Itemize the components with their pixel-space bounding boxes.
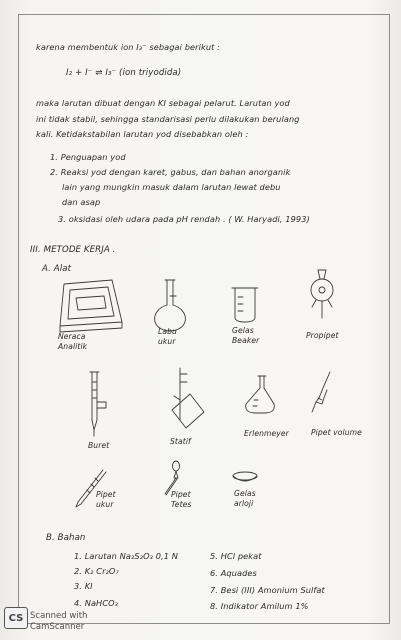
subsection-bahan: B. Bahan xyxy=(46,533,86,543)
bahan-item-5: 5. HCl pekat xyxy=(210,551,262,561)
subsection-alat: A. Alat xyxy=(42,264,72,274)
watch-glass-sketch xyxy=(233,472,257,481)
text-line-5: kali. Ketidakstabilan larutan yod disebabkan oleh : xyxy=(36,129,249,139)
list-item-1: 1. Penguapan yod xyxy=(50,152,126,162)
bahan-item-7: 7. Besi (III) Amonium Sulfat xyxy=(210,585,325,595)
label-pipet-ukur: Pipet ukur xyxy=(96,490,116,509)
bahan-item-4: 4. NaHCO₃ xyxy=(74,598,119,608)
label-gelas-arloji: Gelas arloji xyxy=(234,489,256,508)
list-item-2: 2. Reaksi yod dengan karet, gabus, dan bahan anorganik xyxy=(50,167,291,177)
label-neraca: Neraca Analitik xyxy=(58,332,88,351)
bahan-item-3: 3. KI xyxy=(74,581,93,591)
reaction-equation: I₂ + I⁻ ⇌ I₃⁻ (ion triyodida) xyxy=(66,68,182,78)
bahan-item-8: 8. Indikator Amilum 1% xyxy=(210,601,309,611)
list-item-2-cont2: dan asap xyxy=(62,197,101,207)
text-line-3: maka larutan dibuat dengan KI sebagai pelarut. Larutan yod xyxy=(36,98,290,108)
label-pipet-tetes: Pipet Tetes xyxy=(171,490,192,509)
beaker-sketch xyxy=(232,288,258,322)
label-propipet: Propipet xyxy=(306,331,339,340)
label-buret: Buret xyxy=(88,441,110,450)
list-item-2-cont: lain yang mungkin masuk dalam larutan lewat debu xyxy=(62,182,281,192)
pipette-bulb-sketch xyxy=(311,270,333,318)
section-heading: III. METODE KERJA . xyxy=(30,245,116,255)
erlenmeyer-sketch xyxy=(246,376,275,413)
volumetric-flask-sketch xyxy=(155,280,186,331)
burette-sketch xyxy=(90,372,106,436)
text-line-4: ini tidak stabil, sehingga standarisasi perlu dilakukan berulang xyxy=(36,114,300,124)
label-erlenmeyer: Erlenmeyer xyxy=(244,429,289,438)
bahan-item-1: 1. Larutan Na₂S₂O₃ 0,1 N xyxy=(74,551,178,561)
volumetric-pipette-sketch xyxy=(312,372,330,412)
label-labu: Labu ukur xyxy=(158,327,177,346)
list-item-3: 3. oksidasi oleh udara pada pH rendah . ( W. Haryadi, 1993) xyxy=(58,214,310,224)
stand-sketch xyxy=(172,368,204,428)
bahan-item-2: 2. K₂ Cr₂O₇ xyxy=(74,566,119,576)
bahan-item-6: 6. Aquades xyxy=(210,568,257,578)
watermark-line-1: Scanned with xyxy=(30,611,88,621)
balance-sketch xyxy=(60,280,122,332)
camscanner-logo: CS xyxy=(4,607,28,629)
label-gelas-beaker: Gelas Beaker xyxy=(232,326,260,345)
text-line-1: karena membentuk ion I₃⁻ sebagai berikut : xyxy=(36,42,221,52)
label-statif: Statif xyxy=(170,437,191,446)
label-pipet-volume: Pipet volume xyxy=(311,428,362,437)
watermark-line-2: CamScanner xyxy=(30,622,85,632)
